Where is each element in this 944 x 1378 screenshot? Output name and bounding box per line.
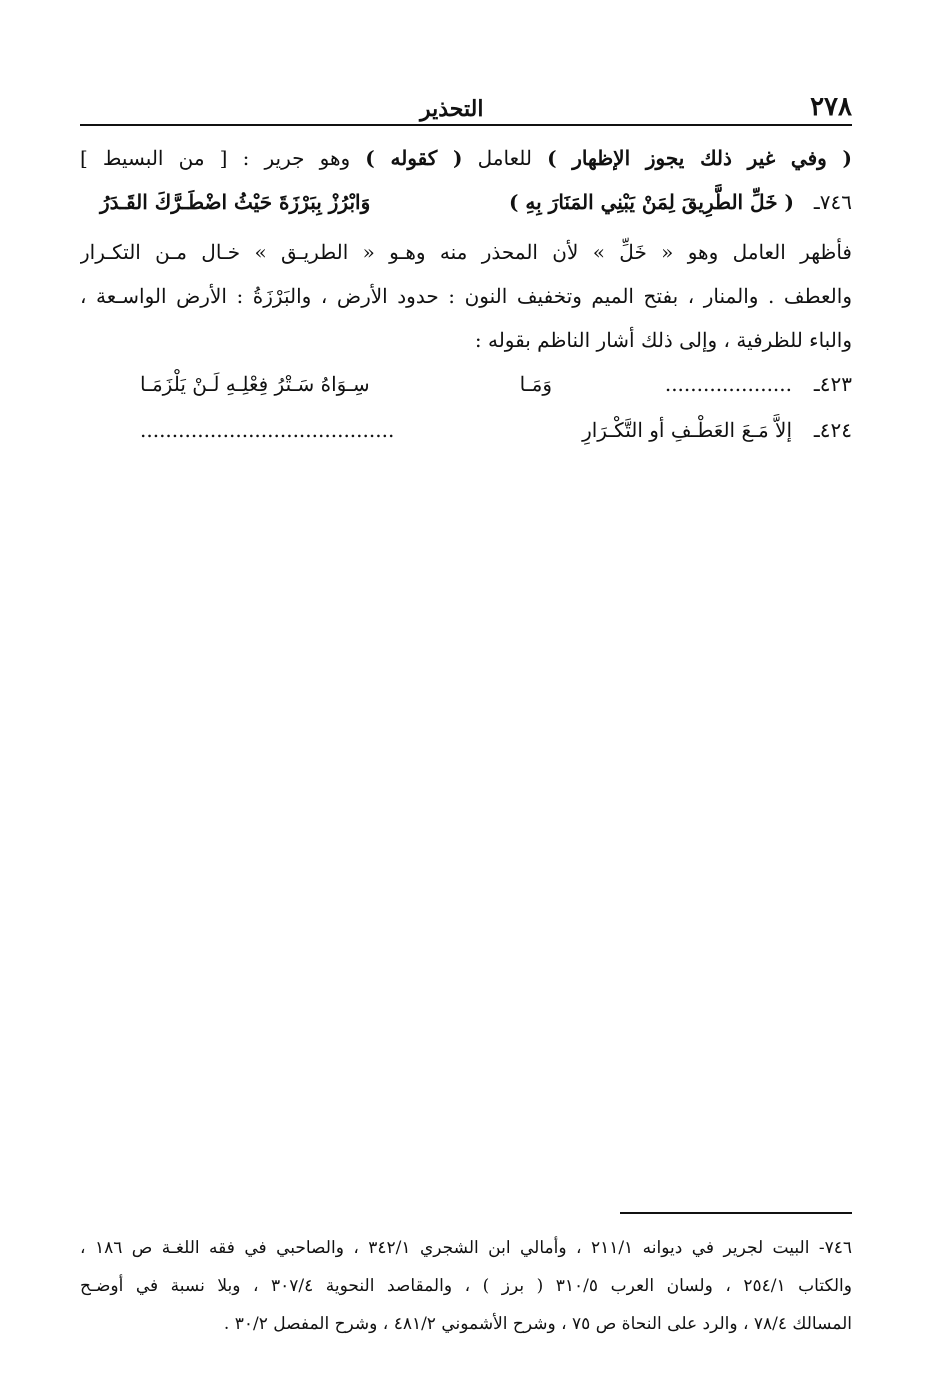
intro-bold-mid: ( كقوله ) [365, 146, 463, 170]
page-number: ٢٧٨ [810, 92, 852, 122]
verse-hemistich-1: إلاَّ مَـعَ العَطْـفِ أو التَّكْـرَارِ [582, 418, 792, 442]
page-header [80, 86, 852, 122]
verse-hemistich-1: وَمَـا [519, 372, 552, 396]
verse-dots: ........................................ [140, 418, 395, 442]
intro-bold-start: ( وفي غير ذلك يجوز الإظهار ) [547, 146, 852, 170]
verse-number: ٤٢٤ـ [813, 418, 852, 442]
verse-number: ٤٢٣ـ [813, 372, 852, 396]
header-rule [80, 124, 852, 126]
intro-line [80, 138, 852, 178]
verse-number: ٧٤٦ـ [813, 190, 852, 214]
verse-746 [80, 182, 852, 222]
intro-plain-1: للعامل [462, 146, 548, 170]
verse-hemistich-2: سِـوَاهُ سَـتْرُ فِعْلِـهِ لَـنْ يَلْزَمَـا [140, 372, 370, 396]
running-title: التحذير [420, 96, 484, 122]
alfiya-verse-424 [80, 410, 852, 450]
verse-hemistich-1: ( خَلِّ الطَّرِيقَ لِمَنْ يَبْنِي المَنَارَ بِهِ ) [509, 190, 794, 214]
intro-plain-2: وهو جرير : [ من البسيط ] [80, 146, 366, 170]
commentary-line-2: والعطف . والمنار ، بفتح الميم وتخفيف النون : حدود الأرض ، والبَرْزَةُ : الأرض الواسـعة ، [80, 284, 852, 308]
verse-hemistich-2: وَابْرُزْ بِبَرْزَةَ حَيْثُ اضْطَـرَّكَ القَـدَرُ [100, 190, 371, 214]
footnote-line-2: والكتاب ٢٥٤/١ ، ولسان العرب ٣١٠/٥ ( برز ) ، والمقاصد النحوية ٣٠٧/٤ ، وبلا نسبة في أوضـح [80, 1276, 852, 1296]
footnote-line-1: ٧٤٦- البيت لجرير في ديوانه ٢١١/١ ، وأمالي ابن الشجري ٣٤٢/١ ، والصاحبي في فقه اللغـة ص ١٨٦ ، [80, 1238, 852, 1258]
verse-dots: .................... [664, 372, 792, 396]
footnote-line-3: المسالك ٧٨/٤ ، والرد على النحاة ص ٧٥ ، وشرح الأشموني ٤٨١/٢ ، وشرح المفصل ٣٠/٢ . [223, 1314, 852, 1334]
commentary-line-3: والباء للظرفية ، وإلى ذلك أشار الناظم بقوله : [474, 328, 852, 352]
commentary-line-1: فأظهر العامل وهو « خَلِّ » لأن المحذر منه وهـو « الطريـق » خـال مـن التكـرار [80, 240, 852, 264]
alfiya-verse-423 [80, 364, 852, 404]
footnote-rule [620, 1212, 852, 1214]
